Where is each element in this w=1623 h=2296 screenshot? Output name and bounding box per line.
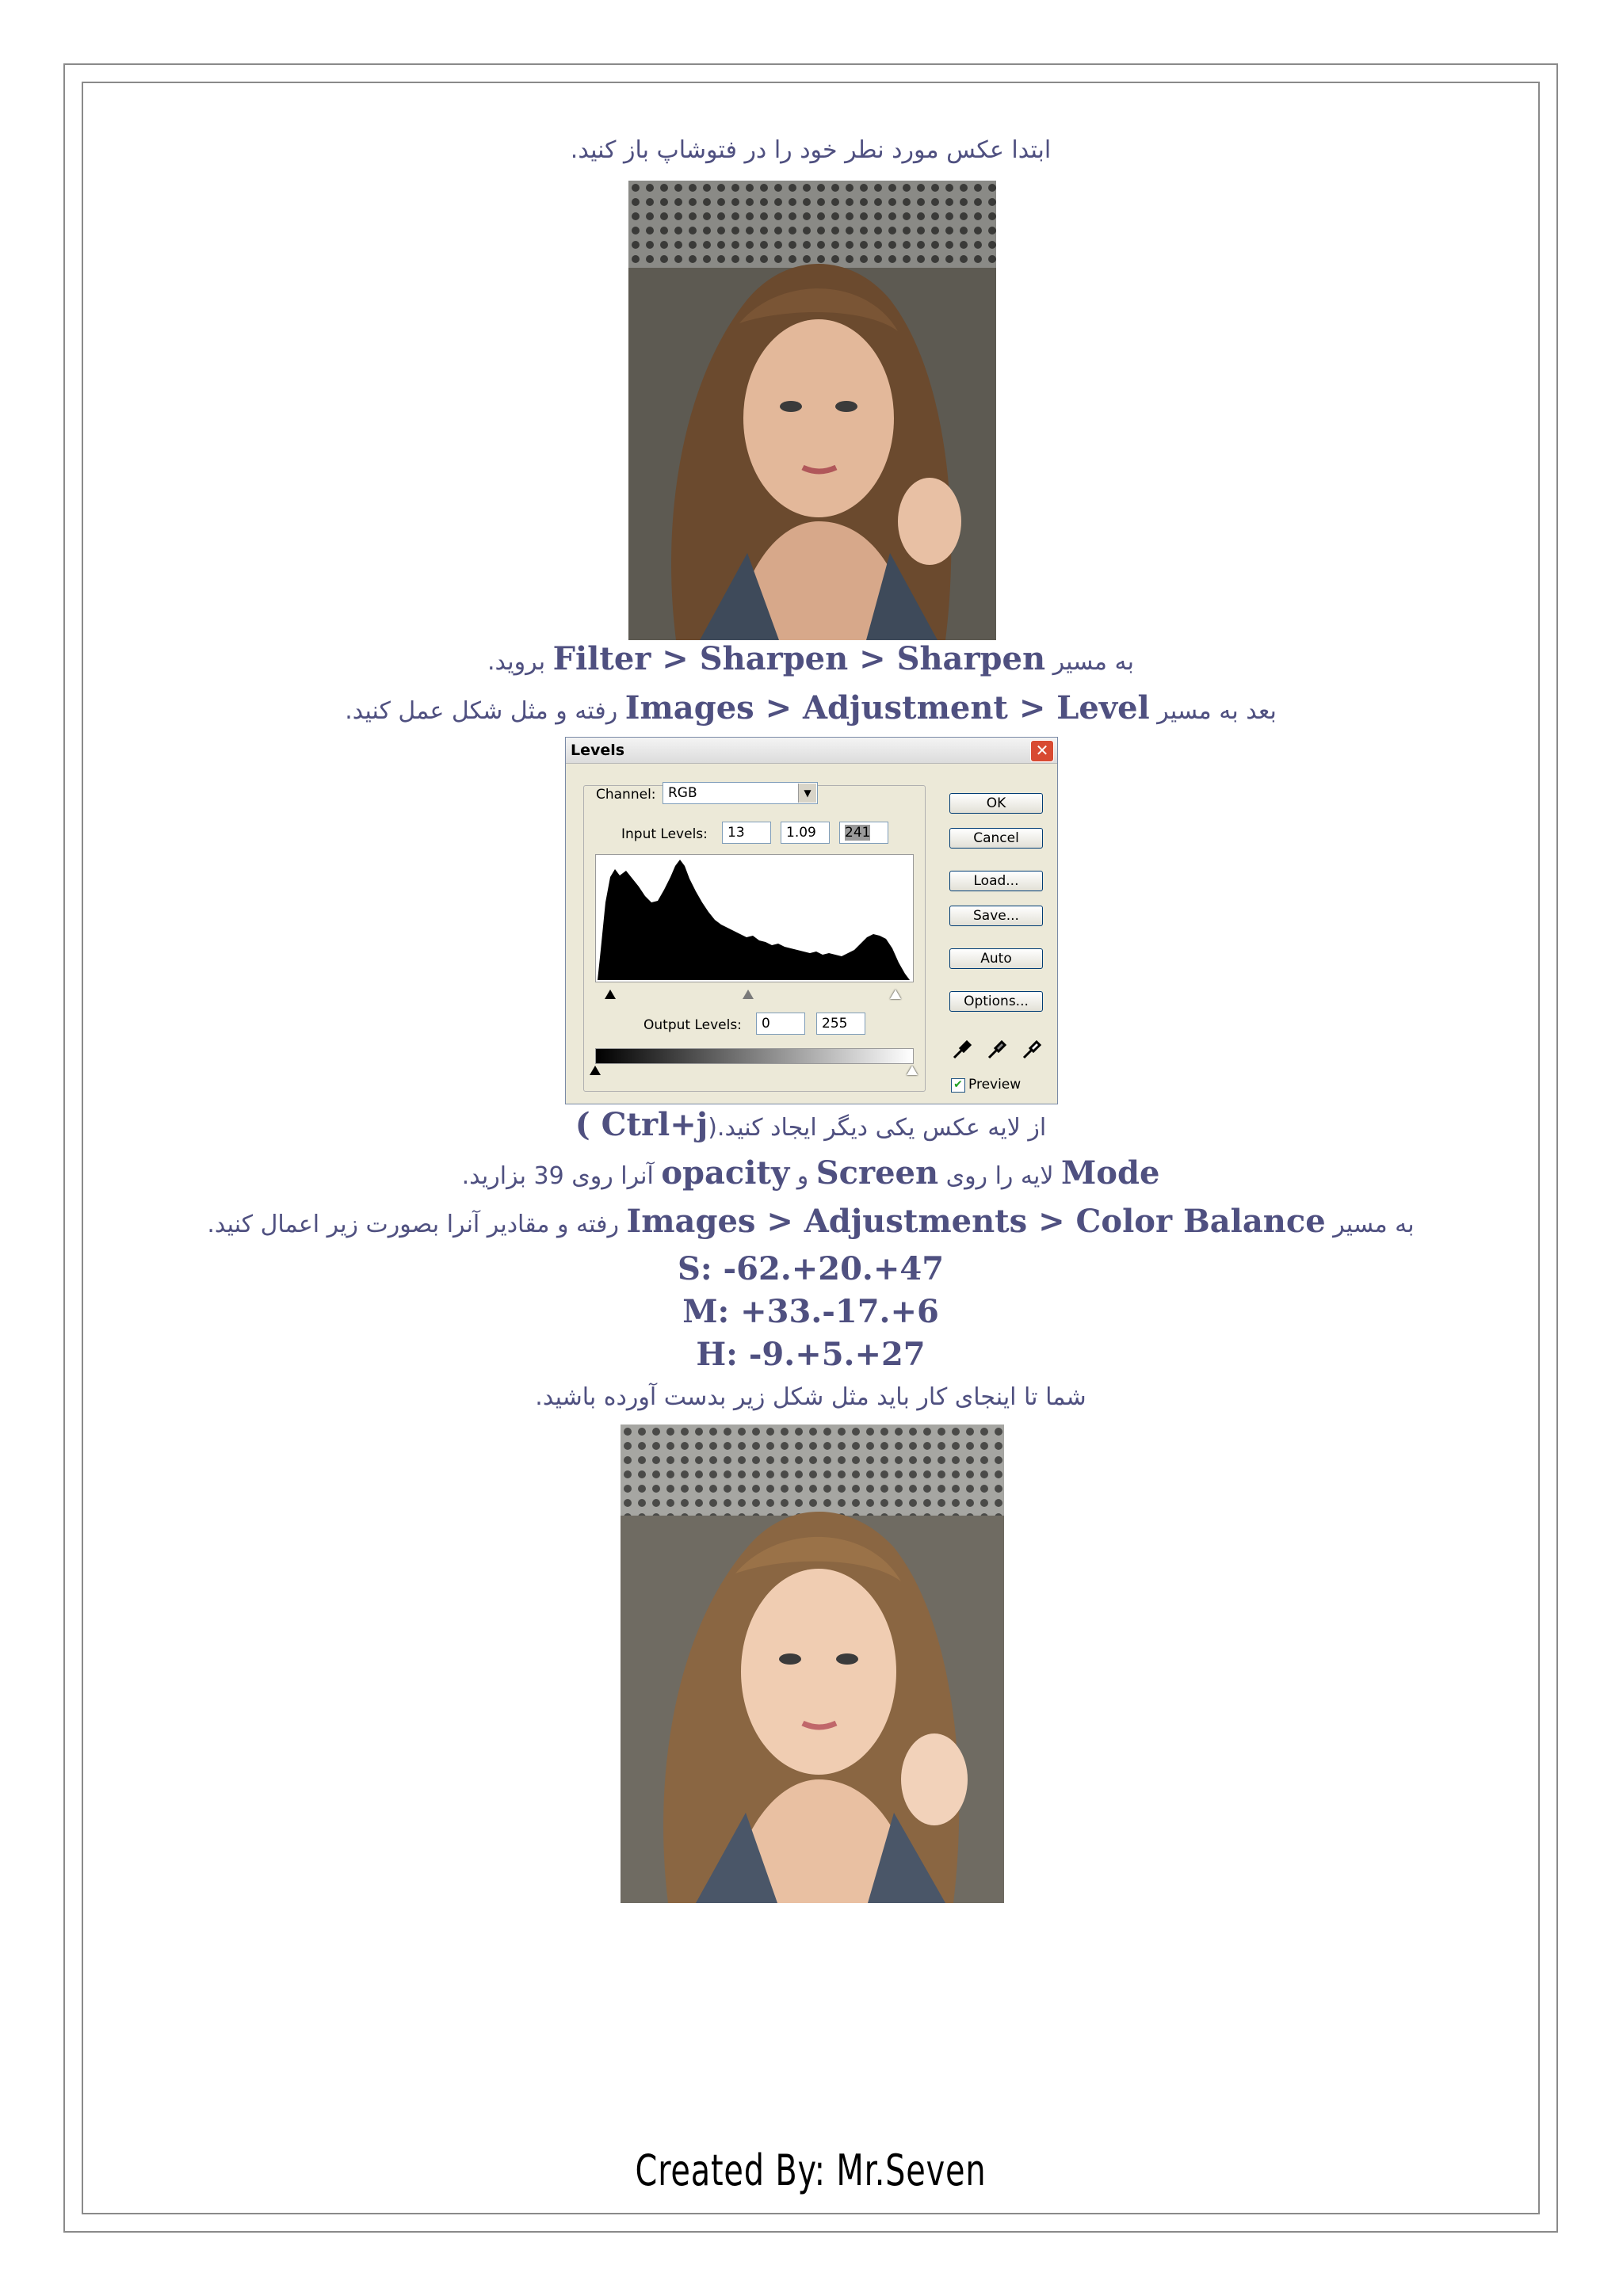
shadows-values: S: -62.+20.+47: [677, 1250, 945, 1287]
channel-select[interactable]: [663, 782, 818, 804]
auto-button[interactable]: Auto: [949, 948, 1043, 969]
result-text: شما تا اینجای کار باید مثل شکل زیر بدست آورده باشید.: [535, 1383, 1086, 1411]
color-balance-instruction: [82, 1203, 1540, 1240]
input-white-slider[interactable]: [890, 990, 901, 999]
input-levels-label: Input Levels:: [621, 826, 708, 842]
color-balance-suffix: رفته و مقادیر آنرا بصورت زیر اعمال کنید.: [207, 1211, 627, 1238]
shortcut-close: ): [575, 1106, 601, 1143]
output-black-field[interactable]: 0: [756, 1013, 805, 1035]
opacity-word: opacity: [661, 1154, 790, 1192]
input-gamma-field[interactable]: 1.09: [781, 822, 830, 844]
mode-text-1: لایه را روی: [938, 1162, 1062, 1190]
blend-mode-instruction: [82, 1154, 1540, 1192]
input-black-field[interactable]: 13: [722, 822, 771, 844]
input-gamma-slider[interactable]: [743, 990, 754, 999]
input-white-value: 241: [845, 825, 871, 841]
mode-word: Mode: [1061, 1154, 1160, 1192]
output-gradient: [595, 1048, 914, 1064]
levels-instruction: [82, 689, 1540, 727]
mode-text-2: و: [789, 1162, 816, 1190]
check-icon: ✔: [953, 1078, 963, 1091]
sharpen-suffix: بروید.: [487, 648, 553, 676]
preview-checkbox[interactable]: [951, 1078, 965, 1093]
output-white-field[interactable]: 255: [816, 1013, 865, 1035]
input-black-slider[interactable]: [605, 990, 616, 999]
sharpen-instruction: [82, 640, 1540, 677]
histogram: [595, 854, 914, 982]
levels-dialog: [565, 737, 1058, 1104]
color-balance-path: Images > Adjustments > Color Balance: [626, 1203, 1326, 1240]
input-white-field[interactable]: [839, 822, 888, 844]
ok-button[interactable]: OK: [949, 793, 1043, 814]
sharpen-prefix: به مسیر: [1045, 648, 1134, 676]
options-button[interactable]: Options...: [949, 991, 1043, 1012]
chevron-down-icon[interactable]: ▼: [798, 784, 816, 803]
dialog-title: Levels: [571, 742, 625, 759]
output-black-slider[interactable]: [590, 1066, 601, 1075]
result-photo: [621, 1425, 1004, 1903]
author-credit: Created By: Mr.Seven: [635, 2145, 987, 2195]
mode-text-3: آنرا روی 39 بزارید.: [461, 1162, 662, 1190]
load-button[interactable]: Load...: [949, 871, 1043, 891]
dialog-titlebar[interactable]: [566, 738, 1057, 764]
black-eyedropper-icon[interactable]: [951, 1039, 973, 1066]
screen-word: Screen: [815, 1154, 939, 1192]
midtones-values: M: +33.-17.+6: [682, 1293, 939, 1330]
channel-value: RGB: [668, 785, 697, 801]
output-levels-label: Output Levels:: [643, 1017, 742, 1033]
sharpen-path: Filter > Sharpen > Sharpen: [552, 640, 1046, 677]
intro-text: ابتدا عکس مورد نطر خود را در فتوشاپ باز کنید.: [570, 136, 1052, 164]
highlights-values: H: -9.+5.+27: [696, 1336, 926, 1373]
original-photo: [628, 181, 996, 640]
output-white-slider[interactable]: [907, 1066, 918, 1075]
channel-label: Channel:: [596, 787, 656, 803]
color-balance-prefix: به مسیر: [1325, 1211, 1415, 1238]
levels-prefix: بعد به مسیر: [1149, 697, 1277, 725]
save-button[interactable]: Save...: [949, 906, 1043, 926]
levels-path: Images > Adjustment > Level: [624, 689, 1150, 727]
levels-suffix: رفته و مثل شکل عمل کنید.: [345, 697, 625, 725]
cancel-button[interactable]: Cancel: [949, 828, 1043, 849]
preview-label: Preview: [968, 1077, 1022, 1093]
duplicate-layer-instruction: [82, 1106, 1540, 1143]
close-icon[interactable]: ✕: [1030, 740, 1054, 762]
shortcut-text: Ctrl+j: [601, 1106, 708, 1143]
white-eyedropper-icon[interactable]: [1021, 1039, 1043, 1066]
gray-eyedropper-icon[interactable]: [986, 1039, 1008, 1066]
duplicate-text: از لایه عکس یکی دیگر ایجاد کنید.(: [708, 1114, 1047, 1142]
